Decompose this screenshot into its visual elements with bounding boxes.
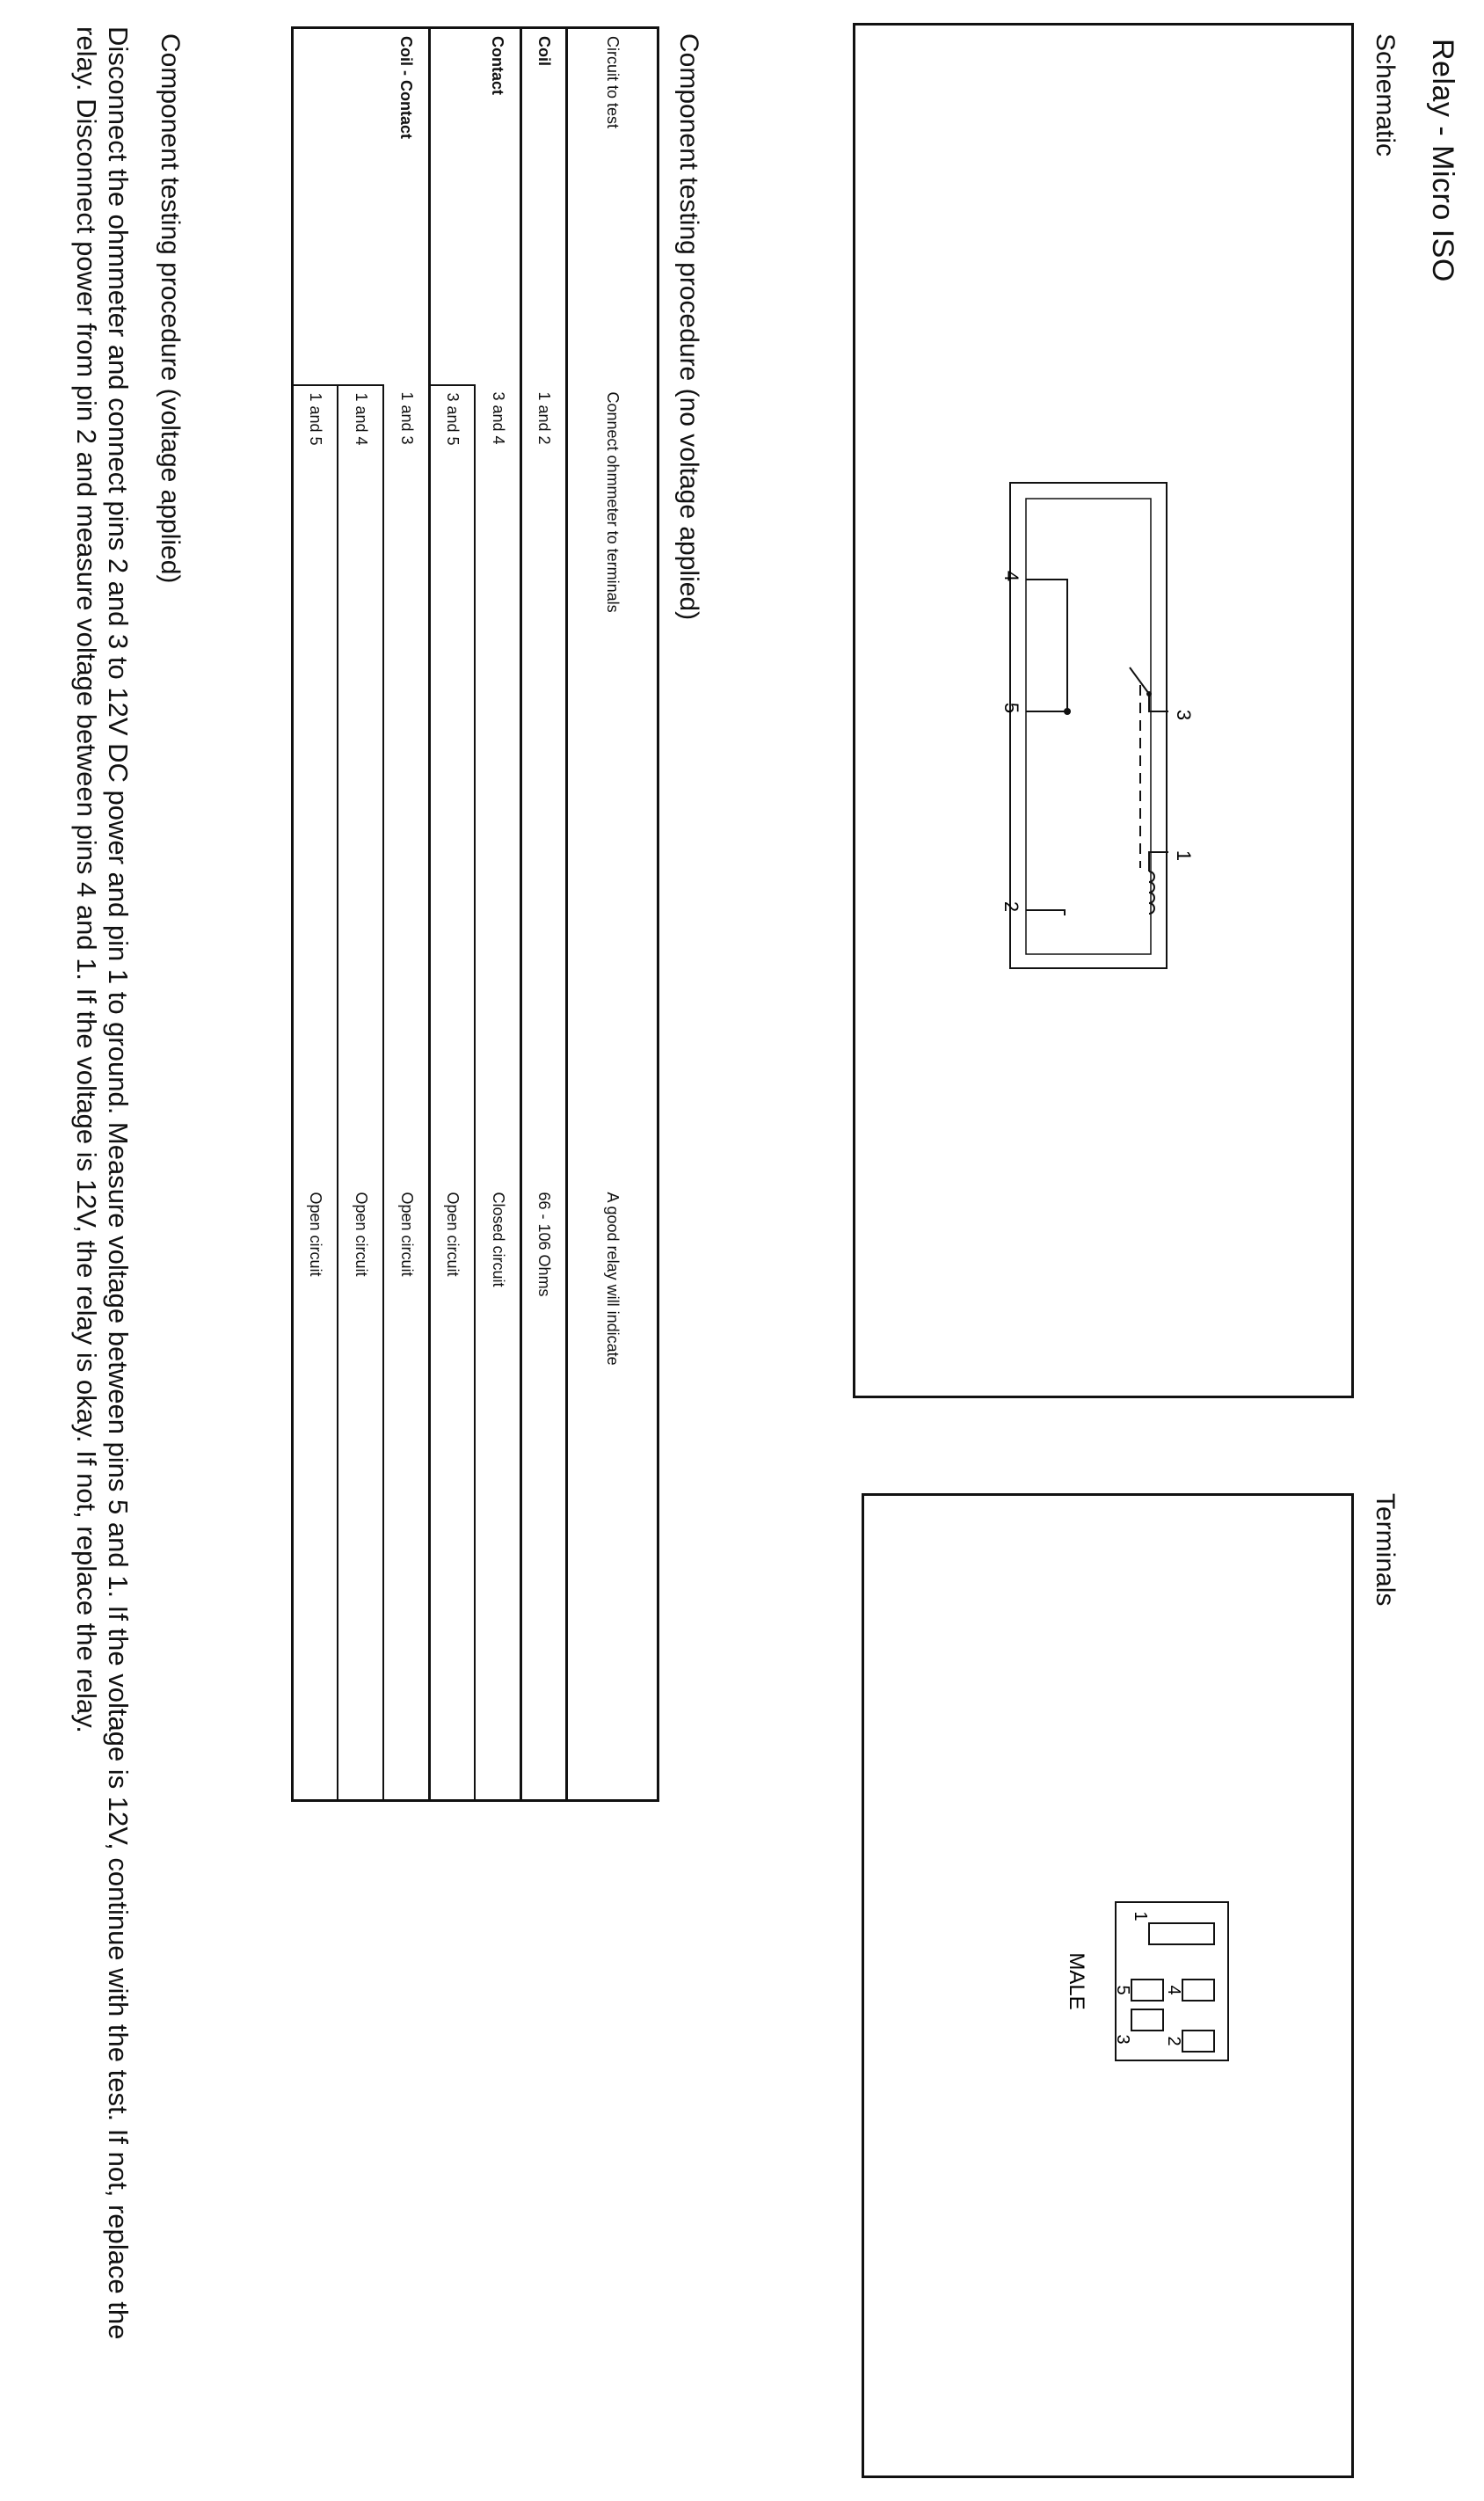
relay-coil	[1149, 871, 1154, 914]
circuit-cell: Contact	[476, 28, 521, 385]
terminal-pin-5-label: 5	[1113, 1985, 1132, 1995]
pin-1-wire	[1149, 852, 1168, 871]
result-cell: Open circuit	[338, 1185, 384, 1801]
table-row	[293, 28, 338, 1801]
result-cell: 66 - 106 Ohms	[521, 1185, 567, 1801]
terminal-pin-1-label: 1	[1131, 1911, 1150, 1921]
schematic-box	[853, 23, 1354, 1398]
terminal-blade-4	[1182, 1980, 1214, 2001]
terminals-box	[862, 1493, 1354, 2478]
switch-pivot	[1146, 691, 1152, 696]
schematic-pin-4-label: 4	[1000, 570, 1022, 582]
ohmmeter-test-table	[291, 26, 659, 1802]
column-header: A good relay will indicate	[604, 1192, 622, 1366]
terminals-cell: 3 and 4	[476, 385, 521, 1185]
circuit-cell: Coil	[521, 28, 567, 385]
circuit-cell	[293, 28, 338, 385]
schematic-pin-1-label: 1	[1173, 849, 1195, 862]
result-cell: Open circuit	[430, 1185, 476, 1801]
column-header: Circuit to test	[604, 36, 622, 129]
schematic-pin-2-label: 2	[1000, 901, 1022, 913]
connector-gender-label: MALE	[1065, 1952, 1088, 2010]
circuit-cell: Coil - Contact	[384, 28, 430, 385]
relay-schematic-diagram	[855, 26, 1351, 1396]
terminal-blade-3	[1131, 2009, 1163, 2031]
table-row	[521, 28, 567, 1801]
terminals-cell: 3 and 5	[430, 385, 476, 1185]
schematic-inner-frame	[1026, 499, 1151, 954]
schematic-pin-5-label: 5	[1000, 702, 1022, 714]
pin-4-wire	[1026, 580, 1067, 711]
terminals-cell: 1 and 4	[338, 385, 384, 1185]
table-row	[384, 28, 430, 1801]
terminal-blade-1	[1149, 1923, 1214, 1944]
terminal-blade-5	[1131, 1980, 1163, 2001]
column-header: Connect ohmmeter to terminals	[604, 391, 622, 613]
schematic-pin-3-label: 3	[1173, 709, 1195, 721]
terminals-cell: 1 and 3	[384, 385, 430, 1185]
terminals-cell: 1 and 5	[293, 385, 338, 1185]
table-row	[338, 28, 384, 1801]
voltage-test-instructions: Disconnect the ohmmeter and connect pins 2 and 3 to 12V DC power and pin 1 to ground. Measure voltage between pins 5 and 1. If the voltage is 12V, continue with the test. If not, replace the relay. Disconnect power from pin 2 and measure voltage between pins 4 and 1. If the voltage is 12V, the relay is okay. If not, replace the relay.	[71, 26, 134, 2340]
terminal-blade-2	[1182, 2031, 1214, 2052]
terminals-cell: 1 and 2	[521, 385, 567, 1185]
terminal-pin-2-label: 2	[1164, 2036, 1183, 2046]
circuit-cell	[430, 28, 476, 385]
result-cell: Open circuit	[384, 1185, 430, 1801]
no-voltage-heading: Component testing procedure (no voltage applied)	[674, 33, 703, 621]
schematic-heading: Schematic	[1371, 33, 1400, 157]
pin-2-wire	[1026, 910, 1065, 915]
page-title: Relay - Micro ISO	[1426, 39, 1459, 282]
result-cell: Open circuit	[293, 1185, 338, 1801]
circuit-cell	[338, 28, 384, 385]
terminal-connector-diagram	[864, 1496, 1351, 2475]
table-header-row	[567, 28, 658, 1801]
terminal-pin-4-label: 4	[1164, 1985, 1183, 1995]
table-row	[476, 28, 521, 1801]
terminal-pin-3-label: 3	[1113, 2034, 1132, 2045]
pin-3-wire	[1149, 694, 1168, 711]
result-cell: Closed circuit	[476, 1185, 521, 1801]
schematic-outer-frame	[1010, 483, 1167, 968]
voltage-test-heading: Component testing procedure (voltage applied)	[156, 33, 185, 584]
pin-5-contact	[1064, 708, 1071, 715]
table-row	[430, 28, 476, 1801]
terminals-heading: Terminals	[1371, 1493, 1400, 1607]
